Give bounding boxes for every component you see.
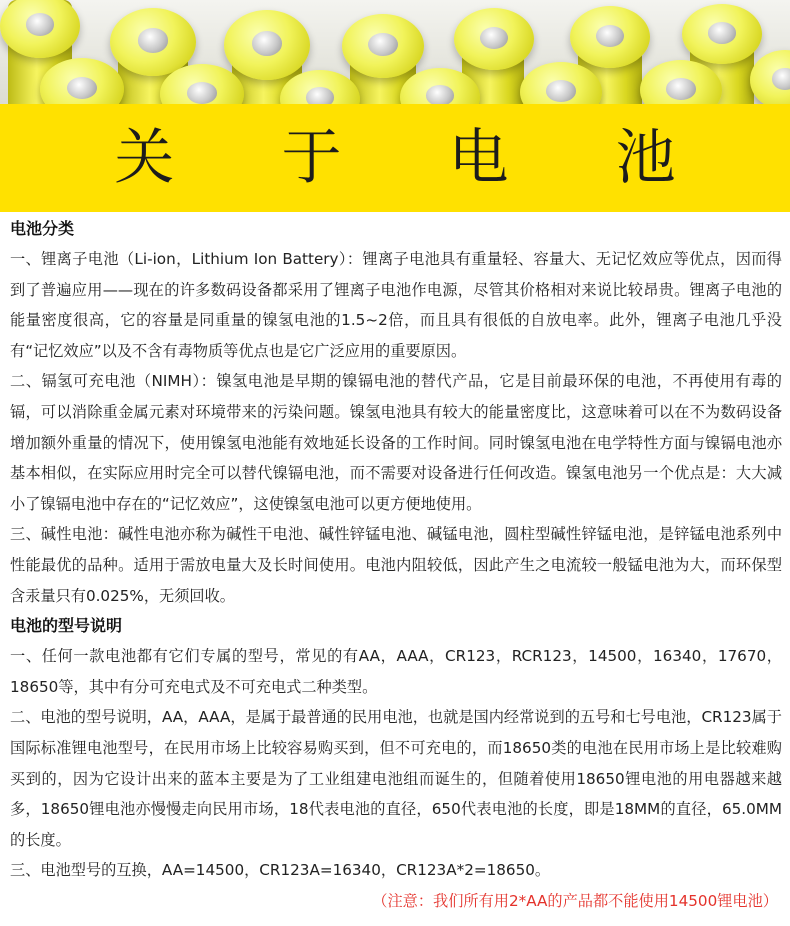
paragraph-alkaline: 三、碱性电池：碱性电池亦称为碱性干电池、碱性锌锰电池、碱锰电池，圆柱型碱性锌锰电池，是锌锰电池系列中性能最优的品种。适用于需放电量大及长时间使用。电池内阻较低，因此产生之电流较一般锰电池为大，而环保型含汞量只有0.025%，无须回收。 (10, 525, 782, 605)
paragraph-li-ion: 一、锂离子电池（Li-ion，Lithium Ion Battery）：锂离子电池具有重量轻、容量大、无记忆效应等优点，因而得到了普遍应用——现在的许多数码设备都采用了锂离子电池作电源，尽管其价格相对来说比较昂贵。锂离子电池的能量密度很高，它的容量是同重量的镍氢电池的1.5~2倍，而且具有很低的自放电率。此外，锂离子电池几乎没有“记忆效应”以及不含有毒物质等优点也是它广泛应用的重要原因。 (10, 250, 782, 360)
paragraph-model-explanation: 二、电池的型号说明，AA，AAA，是属于最普通的民用电池，也就是国内经常说到的五号和七号电池，CR123属于国际标准锂电池型号，在民用市场上比较容易购买到，但不可充电的，而18650类的电池在民用市场上是比较难购买到的，因为它设计出来的蓝本主要是为了工业组建电池组而诞生的，但随着使用18650锂电池的用电器越来越多，18650锂电池亦慢慢走向民用市场，18代表电池的直径，650代表电池的长度，即是18MM的直径，65.0MM的长度。 (10, 708, 782, 849)
article-content (10, 214, 782, 916)
warning-note: （注意：我们所有用2*AA的产品都不能使用14500锂电池） (372, 891, 778, 910)
section-heading-models: 电池的型号说明 (10, 616, 123, 636)
page-title: 关 于 电 池 (114, 123, 720, 193)
section-heading-classification: 电池分类 (10, 219, 75, 238)
paragraph-model-interchange: 三、电池型号的互换，AA=14500，CR123A=16340，CR123A*2=18650。 (10, 861, 551, 880)
paragraph-nimh: 二、镉氢可充电池（NIMH）：镍氢电池是早期的镍镉电池的替代产品，它是目前最环保的电池，不再使用有毒的镉，可以消除重金属元素对环境带来的污染问题。镍氢电池具有较大的能量密度比，这意味着可以在不为数码设备增加额外重量的情况下，使用镍氢电池能有效地延长设备的工作时间。同时镍氢电池在电学特性方面与镍镉电池亦基本相似，在实际应用时完全可以替代镍镉电池，而不需要对设备进行任何改造。镍氢电池另一个优点是：大大减小了镍镉电池中存在的“记忆效应”，这使镍氢电池可以更方便地使用。 (10, 372, 782, 513)
paragraph-model-list: 一、任何一款电池都有它们专属的型号，常见的有AA，AAA，CR123，RCR123，14500，16340，17670，18650等，其中有分可充电式及不可充电式二种类型。 (10, 647, 782, 696)
battery-photo-banner (0, 0, 790, 104)
title-band (0, 104, 790, 212)
